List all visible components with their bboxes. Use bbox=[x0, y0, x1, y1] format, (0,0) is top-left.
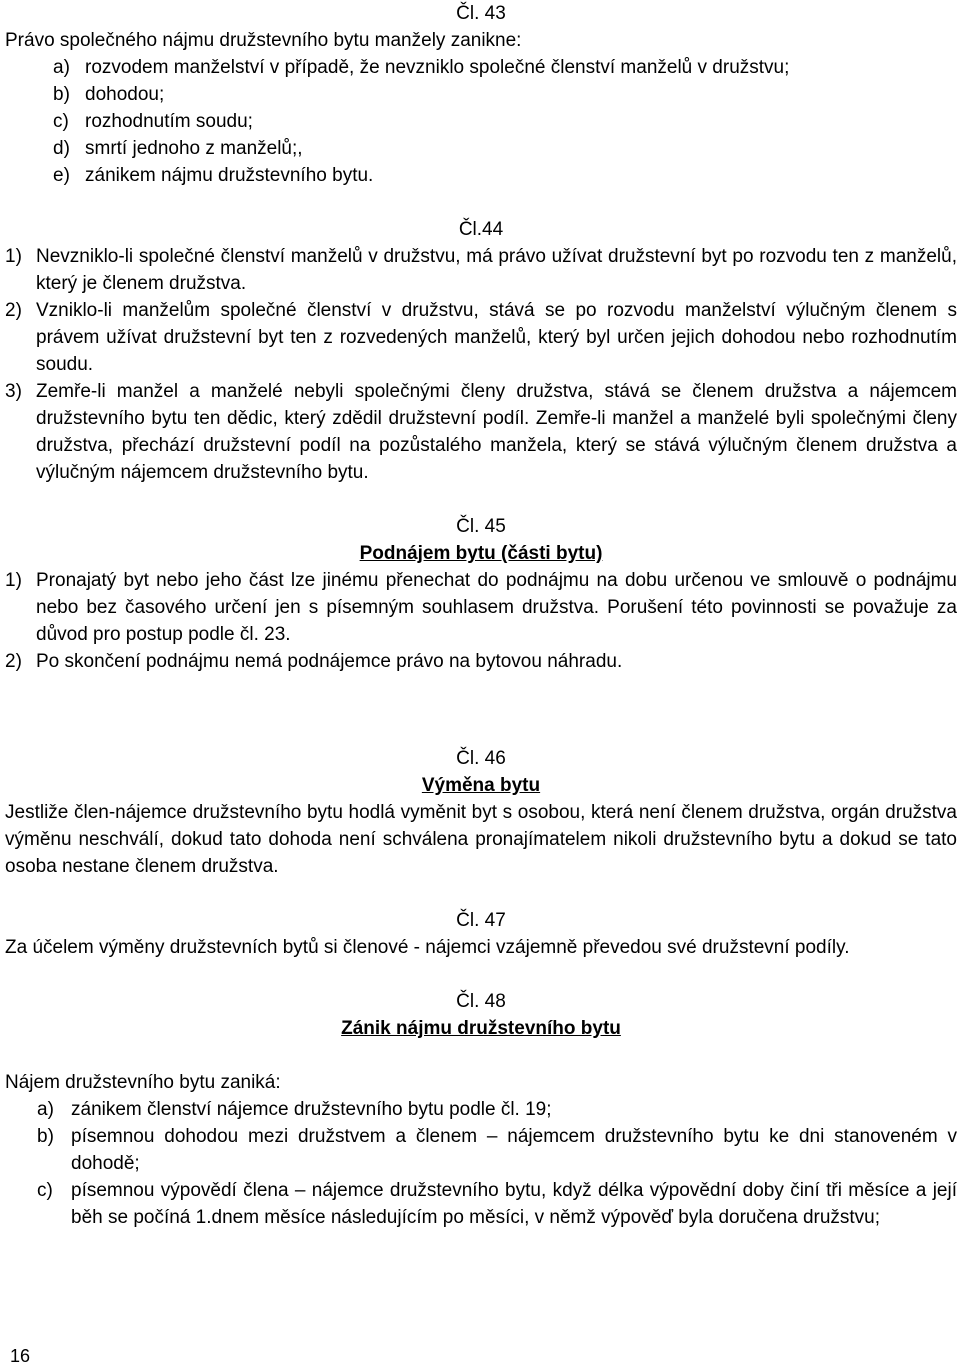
article-48-intro: Nájem družstevního bytu zaniká: bbox=[5, 1072, 281, 1093]
list-item-text: písemnou výpovědí člena – nájemce družstevního bytu, když délka výpovědní doby činí tři měsíce a její běh se počíná 1.dnem měsíce následujícím po měsíci, v němž výpověď byla doručena družstvu; bbox=[71, 1180, 957, 1228]
article-45-heading: Čl. 45 bbox=[456, 516, 506, 537]
spacer bbox=[5, 880, 957, 907]
list-item bbox=[5, 108, 957, 135]
article-47-heading: Čl. 47 bbox=[456, 910, 506, 931]
article-48-heading: Čl. 48 bbox=[456, 991, 506, 1012]
spacer bbox=[5, 1042, 957, 1069]
article-44-heading: Čl.44 bbox=[458, 219, 504, 240]
list-item bbox=[5, 54, 957, 81]
article-48-title: Zánik nájmu družstevního bytu bbox=[341, 1018, 621, 1039]
article-46-title: Výměna bytu bbox=[421, 775, 541, 796]
list-marker: 2) bbox=[5, 300, 22, 321]
page-number: 16 bbox=[10, 1346, 31, 1366]
list-marker: e) bbox=[53, 165, 70, 186]
article-43-intro: Právo společného nájmu družstevního bytu manžely zanikne: bbox=[5, 30, 522, 51]
list-item-text: dohodou; bbox=[85, 84, 165, 105]
list-marker: a) bbox=[37, 1099, 54, 1120]
list-item-text: Zemře-li manžel a manželé nebyli společnými členy družstva, stává se členem družstva a nájemcem družstevního bytu ten dědic, který zdědil družstevní podíl. Zemře-li manžel a manželé byli společnými členy družstva, přechází družstevní podíl na pozůstalého manžela, který se stává výlučným členem družstva a výlučným nájemcem družstevního bytu. bbox=[36, 381, 957, 483]
spacer bbox=[5, 189, 957, 216]
list-marker: b) bbox=[53, 84, 70, 105]
list-marker: 3) bbox=[5, 381, 22, 402]
list-item-text: Vzniklo-li manželům společné členství v družstvu, stává se po rozvodu manželství výlučným členem s právem užívat družstevní byt ten z rozvedených manželů, který byl určen jejich dohodou nebo rozhodnutím soudu. bbox=[36, 300, 957, 375]
list-item-text: rozvodem manželství v případě, že nevzniklo společné členství manželů v družstvu; bbox=[85, 57, 790, 78]
list-item bbox=[5, 378, 957, 486]
list-marker: 2) bbox=[5, 651, 22, 672]
spacer bbox=[5, 961, 957, 988]
list-marker: 1) bbox=[5, 570, 22, 591]
article-45-title: Podnájem bytu (části bytu) bbox=[359, 543, 603, 564]
list-item bbox=[5, 1096, 957, 1123]
list-item-text: Pronajatý byt nebo jeho část lze jinému přenechat do podnájmu na dobu určenou ve smlouvě o podnájmu nebo bez časového určení jen s písemným souhlasem družstva. Porušení této povinnosti se považuje za důvod pro postup podle čl. 23. bbox=[36, 570, 957, 645]
article-43 bbox=[5, 0, 957, 189]
list-item bbox=[5, 648, 957, 675]
article-47 bbox=[5, 907, 957, 961]
article-43-list bbox=[5, 54, 957, 189]
article-43-heading: Čl. 43 bbox=[456, 3, 506, 24]
document-page bbox=[5, 0, 957, 1231]
article-44-list bbox=[5, 243, 957, 486]
spacer bbox=[5, 486, 957, 513]
list-item-text: písemnou dohodou mezi družstvem a členem – nájemcem družstevního bytu ke dni stanoveném v dohodě; bbox=[71, 1126, 957, 1174]
list-item bbox=[5, 162, 957, 189]
article-45 bbox=[5, 513, 957, 675]
article-46 bbox=[5, 745, 957, 880]
list-item bbox=[5, 1123, 957, 1177]
list-item-text: Po skončení podnájmu nemá podnájemce právo na bytovou náhradu. bbox=[36, 651, 623, 672]
list-marker: b) bbox=[37, 1126, 54, 1147]
list-marker: a) bbox=[53, 57, 70, 78]
list-marker: c) bbox=[53, 111, 69, 132]
article-46-text: Jestliže člen-nájemce družstevního bytu hodlá vyměnit byt s osobou, která není členem družstva, orgán družstva výměnu neschválí, dokud tato dohoda není schválena pronajímatelem nikoli družstevního bytu a dokud se tato osoba nestane členem družstva. bbox=[5, 802, 957, 877]
list-item bbox=[5, 1177, 957, 1231]
article-45-list bbox=[5, 567, 957, 675]
list-item bbox=[5, 81, 957, 108]
article-47-text: Za účelem výměny družstevních bytů si členové - nájemci vzájemně převedou své družstevní podíly. bbox=[5, 937, 850, 958]
article-46-heading: Čl. 46 bbox=[456, 748, 506, 769]
list-item-text: zánikem členství nájemce družstevního bytu podle čl. 19; bbox=[71, 1099, 552, 1120]
spacer bbox=[5, 675, 957, 745]
list-item bbox=[5, 243, 957, 297]
list-item bbox=[5, 135, 957, 162]
list-item bbox=[5, 297, 957, 378]
list-item-text: Nevzniklo-li společné členství manželů v družstvu, má právo užívat družstevní byt po rozvodu ten z manželů, který je členem družstva. bbox=[36, 246, 957, 294]
article-48 bbox=[5, 988, 957, 1231]
article-44 bbox=[5, 216, 957, 486]
list-marker: d) bbox=[53, 138, 70, 159]
list-item-text: rozhodnutím soudu; bbox=[85, 111, 253, 132]
list-item-text: smrtí jednoho z manželů;, bbox=[85, 138, 303, 159]
list-item bbox=[5, 567, 957, 648]
article-48-list bbox=[5, 1096, 957, 1231]
list-item-text: zánikem nájmu družstevního bytu. bbox=[85, 165, 374, 186]
list-marker: c) bbox=[37, 1180, 53, 1201]
list-marker: 1) bbox=[5, 246, 22, 267]
